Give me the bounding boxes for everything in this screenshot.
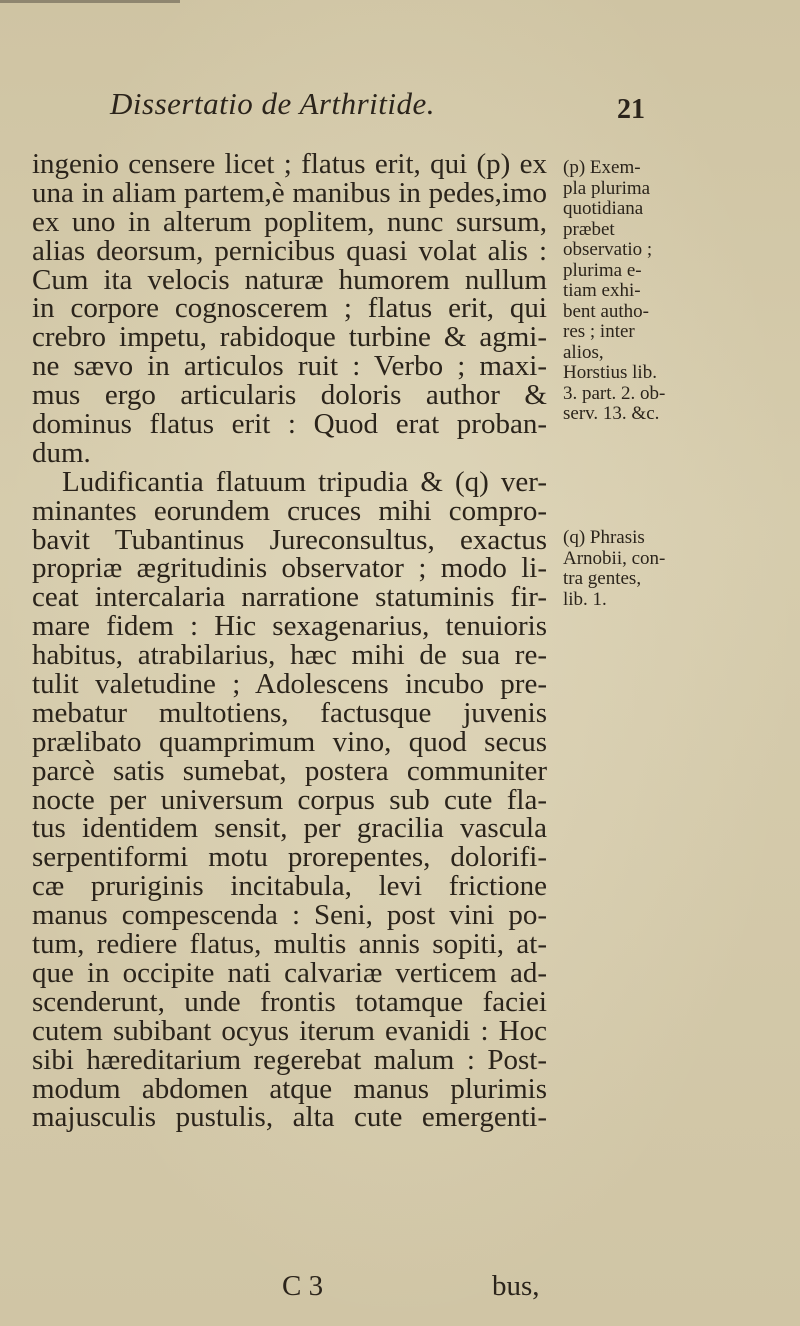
text-line: dum. [32, 436, 91, 469]
text-line: cæ pruriginis incitabula, levi frictione [32, 870, 547, 903]
text-line: cutem subibant ocyus iterum evanidi : Hoc [32, 1014, 547, 1047]
signature-mark: C 3 [282, 1270, 324, 1302]
text-line: crebro impetu, rabidoque turbine & agmi- [32, 321, 547, 354]
note-line: Arnobii, con- [563, 547, 666, 569]
text-line: que in occipite nati calvariæ verticem ad- [32, 956, 547, 989]
text-line [32, 1161, 547, 1190]
note-line: plurima e- [563, 259, 642, 281]
text-line: bavit Tubantinus Jureconsultus, exactus [32, 523, 547, 556]
note-line: (p) Exem- [563, 157, 641, 178]
text-line: parcè satis sumebat, postera communiter [32, 754, 547, 787]
note-line [563, 445, 713, 466]
text-line: Cum ita velocis naturæ humorem nullum [32, 263, 547, 296]
note-line: 3. part. 2. ob- [563, 382, 666, 404]
margin-note-p [563, 158, 713, 466]
note-line: tiam exhi- [563, 280, 641, 301]
page-number: 21 [617, 94, 645, 125]
note-line: (q) Phrasis [563, 527, 645, 548]
text-line: alias deorsum, pernicibus quasi volat alis : [32, 234, 547, 267]
note-line: quotidiana [563, 198, 644, 219]
text-line [32, 1132, 547, 1161]
text-line: ingenio censere licet ; flatus erit, qui (p) ex [32, 148, 547, 180]
note-line: pla plurima [563, 177, 651, 199]
text-line: modum abdomen atque manus plurimis [32, 1072, 547, 1105]
text-line: ne sævo in articulos ruit : Verbo ; maxi- [32, 350, 547, 383]
text-line [32, 1219, 547, 1248]
text-line: ceat intercalaria narratione statuminis fir- [32, 581, 547, 614]
text-line: in corpore cognoscerem ; flatus erit, qui [32, 292, 547, 325]
note-line: serv. 13. &c. [563, 403, 660, 424]
text-line: minantes eorundem cruces mihi compro- [32, 494, 547, 527]
text-line: una in aliam partem,è manibus in pedes,imo [32, 176, 547, 209]
text-line: ex uno in alterum poplitem, nunc sursum, [32, 205, 547, 238]
margin-note-q [563, 528, 665, 610]
text-line: propriæ ægritudinis observator ; modo li- [32, 552, 547, 585]
note-line: alios, [563, 341, 604, 363]
text-line: Ludificantia flatuum tripudia & (q) ver- [62, 465, 547, 498]
text-line: manus compescenda : Seni, post vini po- [32, 899, 547, 932]
note-line: bent autho- [563, 300, 650, 322]
note-line: observatio ; [563, 239, 653, 260]
text-line: mus ergo articularis doloris author & [32, 379, 547, 412]
note-line: lib. 1. [563, 588, 607, 610]
text-line: majusculis pustulis, alta cute emergenti- [32, 1101, 547, 1134]
catchword: bus, [492, 1270, 540, 1302]
text-line: mare fidem : Hic sexagenarius, tenuioris [32, 610, 547, 643]
main-text-column [32, 150, 547, 1248]
text-line: tus identidem sensit, per gracilia vascula [32, 812, 547, 845]
note-line: Horstius lib. [563, 362, 657, 383]
text-line: nocte per universum corpus sub cute fla- [32, 783, 547, 816]
text-line: serpentiformi motu prorepentes, dolorifi- [32, 841, 547, 874]
top-rule [0, 0, 180, 3]
text-line: dominus flatus erit : Quod erat proban- [32, 408, 547, 441]
text-line: scenderunt, unde frontis totamque faciei [32, 985, 547, 1018]
note-line: res ; inter [563, 321, 635, 342]
note-line: tra gentes, [563, 568, 642, 589]
note-line: præbet [563, 218, 615, 240]
running-head: Dissertatio de Arthritide. [110, 86, 436, 121]
text-line: sibi hæreditarium regerebat malum : Post- [32, 1043, 547, 1076]
text-line: tum, rediere flatus, multis annis sopiti, at- [32, 928, 547, 961]
text-line: habitus, atrabilarius, hæc mihi de sua re- [32, 639, 547, 672]
text-line: prælibato quamprimum vino, quod secus [32, 725, 547, 758]
text-line [32, 1190, 547, 1219]
note-line [563, 425, 713, 446]
text-line: tulit valetudine ; Adolescens incubo pre- [32, 668, 547, 701]
margin-notes [563, 157, 713, 610]
text-line: mebatur multotiens, factusque juvenis [32, 696, 547, 729]
